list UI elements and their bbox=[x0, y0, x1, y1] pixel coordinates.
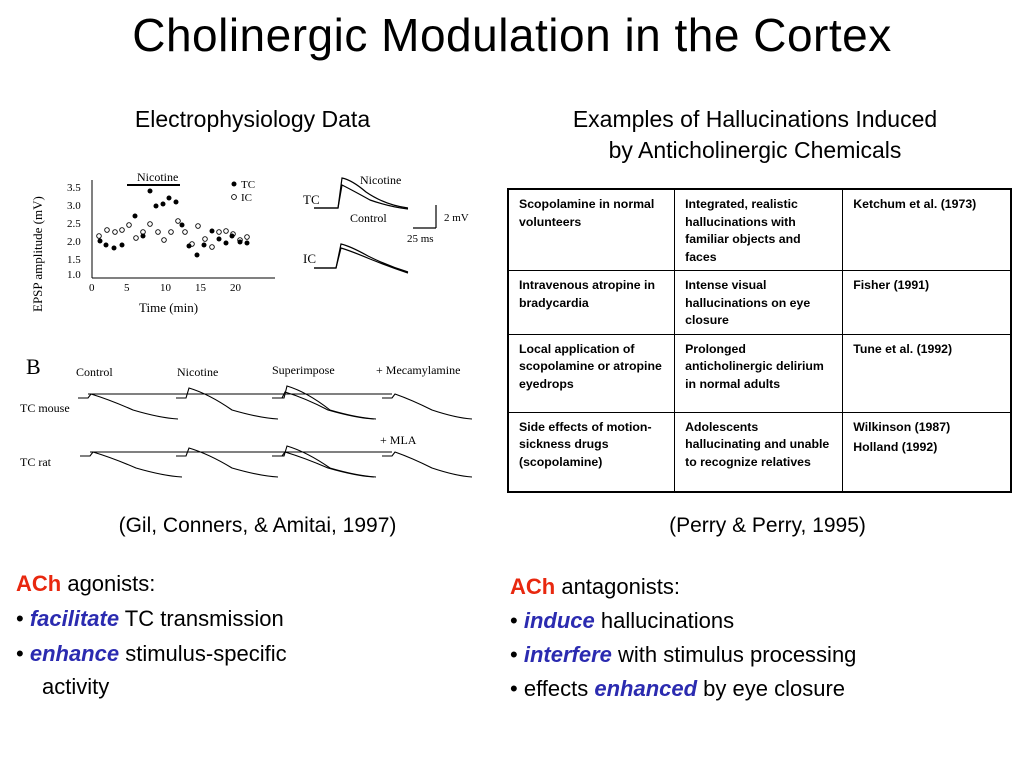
mouse-nicotine-trace bbox=[176, 388, 278, 419]
reference-text: Fisher (1991) bbox=[853, 278, 930, 292]
y-tick-label: 2.0 bbox=[67, 236, 81, 248]
hallucination-table bbox=[507, 188, 1012, 493]
reference-cell bbox=[843, 271, 1011, 335]
y-tick-labels bbox=[67, 182, 81, 281]
y-tick-label: 3.0 bbox=[67, 200, 81, 212]
trace-tc-label: TC bbox=[303, 192, 320, 207]
tc-point bbox=[154, 204, 159, 209]
x-tick-labels bbox=[89, 282, 242, 294]
scale-ms-label: 25 ms bbox=[407, 233, 434, 245]
antagonist-summary bbox=[510, 570, 1010, 706]
bullet: • bbox=[510, 676, 524, 701]
left-citation: (Gil, Conners, & Amitai, 1997) bbox=[118, 514, 397, 537]
antagonist-item-text: with stimulus processing bbox=[611, 642, 857, 667]
condition-cell: Side effects of motion-sickness drugs (scopolamine) bbox=[508, 412, 675, 492]
reference-text: Tune et al. (1992) bbox=[853, 341, 953, 356]
y-tick-label: 2.5 bbox=[67, 218, 81, 230]
rat-traces bbox=[80, 446, 472, 477]
ic-point bbox=[210, 245, 215, 250]
tc-point bbox=[104, 243, 109, 248]
agonist-heading bbox=[16, 566, 476, 601]
agonist-item-text: stimulus-specific bbox=[119, 641, 287, 666]
tc-point bbox=[174, 200, 179, 205]
ic-point bbox=[245, 235, 250, 240]
right-heading-line1: Examples of Hallucinations Induced bbox=[572, 106, 938, 132]
legend-tc-label: TC bbox=[241, 179, 256, 191]
ic-point bbox=[127, 223, 132, 228]
tc-point bbox=[112, 246, 117, 251]
tc-point bbox=[195, 253, 200, 258]
reference-text: Wilkinson (1987) bbox=[853, 419, 951, 434]
reference-cell bbox=[843, 189, 1011, 271]
ach-label: ACh bbox=[16, 571, 62, 596]
antagonist-item-text: by eye closure bbox=[697, 676, 846, 701]
agonist-summary bbox=[16, 566, 476, 704]
ic-point bbox=[134, 236, 139, 241]
table-row bbox=[508, 271, 1011, 335]
rat-superimpose-trace-nicotine bbox=[274, 446, 376, 477]
reference-text: Holland (1992) bbox=[853, 440, 938, 454]
col-label-mecamylamine: + Mecamylamine bbox=[376, 363, 461, 377]
ic-point bbox=[113, 230, 118, 235]
figure-b-panel-label: B bbox=[26, 354, 41, 379]
ic-point bbox=[169, 230, 174, 235]
mouse-traces bbox=[78, 386, 472, 419]
x-tick-label: 5 bbox=[124, 282, 130, 294]
x-tick-label: 15 bbox=[195, 282, 206, 294]
condition-cell: Local application of scopolamine or atropine eyedrops bbox=[508, 334, 675, 412]
agonist-item-emphasis: facilitate bbox=[29, 606, 120, 631]
condition-cell: Scopolamine in normal volunteers bbox=[508, 189, 675, 271]
ic-point bbox=[97, 234, 102, 239]
tc-point bbox=[210, 229, 215, 234]
right-heading bbox=[505, 104, 1005, 166]
condition-cell: Intravenous atropine in bradycardia bbox=[508, 271, 675, 335]
legend-ic-label: IC bbox=[241, 192, 252, 204]
nicotine-bar-label: Nicotine bbox=[137, 170, 179, 184]
col-label-superimpose: Superimpose bbox=[272, 363, 335, 377]
legend-ic-marker bbox=[232, 195, 237, 200]
ic-point bbox=[176, 219, 181, 224]
effect-cell: Intense visual hallucinations on eye closure bbox=[675, 271, 843, 335]
ic-point bbox=[162, 238, 167, 243]
scale-mv-label: 2 mV bbox=[444, 212, 469, 224]
legend-tc-marker bbox=[232, 182, 237, 187]
reference-cell bbox=[843, 412, 1011, 492]
table-row bbox=[508, 412, 1011, 492]
ic-point bbox=[148, 222, 153, 227]
trace-nicotine-label: Nicotine bbox=[360, 173, 402, 187]
tc-point bbox=[180, 223, 185, 228]
row-label-tc-mouse: TC mouse bbox=[20, 401, 70, 415]
agonist-item-text: TC transmission bbox=[119, 606, 284, 631]
tc-point bbox=[98, 239, 103, 244]
ic-point bbox=[203, 237, 208, 242]
ach-label: ACh bbox=[510, 574, 556, 599]
x-tick-label: 10 bbox=[160, 282, 171, 294]
tc-point bbox=[133, 214, 138, 219]
ic-point bbox=[120, 228, 125, 233]
tc-point bbox=[217, 237, 222, 242]
rat-mla-trace bbox=[382, 452, 472, 477]
tc-point bbox=[202, 243, 207, 248]
mouse-mecamylamine-trace bbox=[382, 394, 472, 419]
antagonist-item bbox=[510, 672, 1010, 706]
bullet: • bbox=[510, 608, 524, 633]
ic-point bbox=[217, 230, 222, 235]
right-citation: (Perry & Perry, 1995) bbox=[669, 514, 866, 537]
agonist-item bbox=[16, 601, 476, 636]
figure-a bbox=[30, 160, 480, 320]
reference-cell bbox=[843, 334, 1011, 412]
y-tick-label: 1.0 bbox=[67, 269, 81, 281]
figure-a-xlabel: Time (min) bbox=[139, 300, 199, 315]
hallucination-table-container bbox=[507, 188, 1014, 493]
bullet: • bbox=[16, 606, 30, 631]
bullet: • bbox=[16, 641, 30, 666]
tc-point bbox=[161, 202, 166, 207]
x-tick-label: 20 bbox=[230, 282, 241, 294]
antagonist-heading-text: antagonists: bbox=[555, 574, 680, 599]
tc-point bbox=[120, 243, 125, 248]
antagonist-heading bbox=[510, 570, 1010, 604]
mouse-superimpose-trace-control bbox=[272, 392, 374, 419]
rat-superimpose-trace-control bbox=[272, 452, 374, 477]
effect-cell: Adolescents hallucinating and unable to recognize relatives bbox=[675, 412, 843, 492]
antagonist-item-emphasis: interfere bbox=[523, 642, 612, 667]
agonist-item-emphasis: enhance bbox=[29, 641, 120, 666]
ic-point bbox=[196, 224, 201, 229]
figure-b bbox=[20, 348, 475, 480]
trace-control-label: Control bbox=[350, 211, 387, 225]
tc-point bbox=[167, 196, 172, 201]
antagonist-item-prefix: effects bbox=[523, 676, 595, 701]
ic-point bbox=[156, 230, 161, 235]
x-tick-label: 0 bbox=[89, 282, 95, 294]
mla-label: + MLA bbox=[380, 433, 417, 447]
mouse-superimpose-trace-nicotine bbox=[274, 386, 376, 419]
reference-text: Ketchum et al. (1973) bbox=[853, 197, 977, 211]
left-heading: Electrophysiology Data bbox=[134, 106, 371, 132]
antagonist-item-emphasis: induce bbox=[523, 608, 595, 633]
effect-cell: Prolonged anticholinergic delirium in normal adults bbox=[675, 334, 843, 412]
ic-point bbox=[183, 230, 188, 235]
mouse-control-trace bbox=[78, 394, 178, 419]
col-label-nicotine: Nicotine bbox=[177, 365, 219, 379]
tc-point bbox=[245, 241, 250, 246]
rat-control-trace bbox=[80, 452, 182, 477]
col-label-control: Control bbox=[76, 365, 113, 379]
effect-cell: Integrated, realistic hallucinations with familiar objects and faces bbox=[675, 189, 843, 271]
y-tick-label: 1.5 bbox=[67, 254, 81, 266]
y-tick-label: 3.5 bbox=[67, 182, 81, 194]
tc-point bbox=[148, 189, 153, 194]
tc-point bbox=[224, 241, 229, 246]
right-heading-line2: by Anticholinergic Chemicals bbox=[608, 137, 902, 163]
table-row bbox=[508, 334, 1011, 412]
scatter-points bbox=[97, 189, 250, 258]
antagonist-item-text: hallucinations bbox=[594, 608, 735, 633]
agonist-heading-text: agonists: bbox=[61, 571, 156, 596]
table-row bbox=[508, 189, 1011, 271]
slide-title: Cholinergic Modulation in the Cortex bbox=[132, 9, 892, 61]
row-label-tc-rat: TC rat bbox=[20, 455, 51, 469]
antagonist-item bbox=[510, 638, 1010, 672]
agonist-item-continuation: activity bbox=[42, 674, 110, 699]
bullet: • bbox=[510, 642, 524, 667]
agonist-item bbox=[16, 636, 476, 671]
ic-point bbox=[105, 228, 110, 233]
ic-point bbox=[224, 229, 229, 234]
antagonist-item bbox=[510, 604, 1010, 638]
figure-a-ylabel: EPSP amplitude (mV) bbox=[30, 196, 45, 312]
antagonist-item-emphasis: enhanced bbox=[594, 676, 698, 701]
trace-ic-label: IC bbox=[303, 251, 316, 266]
